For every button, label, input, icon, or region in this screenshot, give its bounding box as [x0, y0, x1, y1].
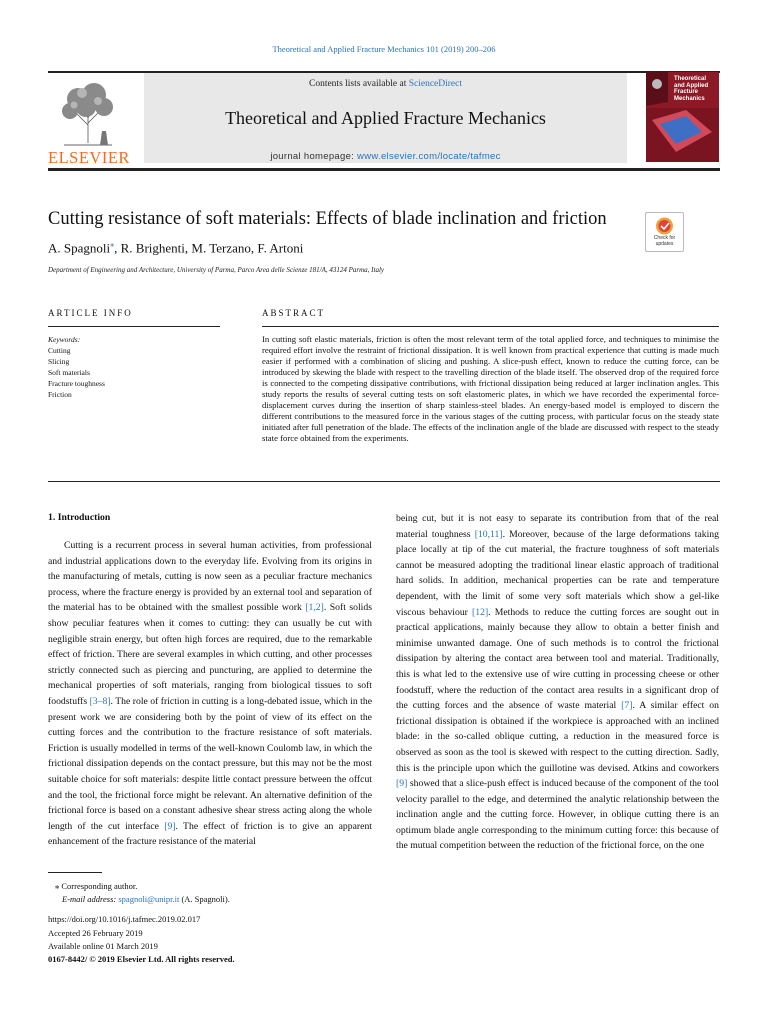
email-link[interactable]: spagnoli@unipr.it: [118, 894, 180, 904]
homepage-link[interactable]: www.elsevier.com/locate/tafmec: [357, 151, 501, 162]
intro-text-segment: Cutting is a recurrent process in several human activities, from professional and industrial applications down to the everyday life. Evolving from its origins in the manufacturing of metals, cutting is now seen as a peculiar fracture mechanics process, where the fracture energy is provided by an external tool and separation of the material has to be obtained with the smallest possible work: [48, 540, 372, 614]
article-info-rule: [48, 326, 220, 327]
intro-text-segment: being cut, but it is not easy to separate its contribution from that of the real material toughness: [396, 513, 719, 540]
citation-link[interactable]: [12]: [472, 606, 489, 618]
email-label: E-mail address:: [62, 894, 119, 904]
abstract-bottom-rule: [48, 481, 720, 482]
keywords-block: [48, 334, 220, 400]
sciencedirect-link[interactable]: ScienceDirect: [408, 79, 462, 89]
journal-reference[interactable]: Theoretical and Applied Fracture Mechanics 101 (2019) 200–206: [272, 44, 496, 54]
cover-title: Theoretical and Applied Fracture Mechanics: [674, 76, 709, 102]
other-authors: , R. Brighenti, M. Terzano, F. Artoni: [114, 240, 304, 256]
citation-link[interactable]: [9]: [164, 820, 176, 832]
check-for-updates-badge[interactable]: [645, 212, 684, 252]
keywords-label: Keywords:: [48, 335, 81, 344]
intro-paragraph-left: [48, 538, 372, 850]
journal-title: Theoretical and Applied Fracture Mechanics: [225, 108, 546, 128]
corresponding-author-note: ⁎ Corresponding author.: [55, 881, 138, 891]
intro-text-segment: . Soft solids show peculiar features when it comes to cutting: they can usually be cut with negligible strain energy, but often high forces are required, due to the remarkable effect of friction. There are several examples in which cutting, and other processes strictly connected such as piercing and puncturing, are applied to determine the mechanical properties of soft materials, ranging from biological tissues to soft foodstuffs: [48, 602, 372, 707]
abstract-rule: [262, 326, 719, 327]
article-title: Cutting resistance of soft materials: Effects of blade inclination and friction: [48, 209, 607, 229]
section-heading-introduction: 1. Introduction: [48, 512, 111, 523]
intro-paragraph-right: [396, 511, 719, 854]
intro-text-segment: . Methods to reduce the cutting forces are sought out in practical applications, mainly because they allow to obtain a better finish and minimise unwanted damage. One of such methods is to control the frictional dissipation by altering the contact area between tool and material. Traditionally, this is what led to the extensive use of wire cutting in processing cheese or other foodstuff, where the reduction of the contact area results in a significant drop of the cutting forces and the absence of waste material: [396, 606, 719, 712]
affiliation: Department of Engineering and Architecture, University of Parma, Parco Area delle Scienze 181/A, 43124 Parma, Italy: [48, 266, 384, 274]
author-list: [48, 240, 303, 256]
doi-link[interactable]: https://doi.org/10.1016/j.tafmec.2019.02.017: [48, 914, 201, 924]
citation-link[interactable]: [9]: [396, 778, 408, 790]
journal-cover-thumbnail[interactable]: [646, 72, 719, 162]
intro-text-segment: . Moreover, because of the large deformations taking place locally at tip of the cut material, the fracture toughness of soft materials cannot be measured adopting the traditional linear elastic approach of traditional hard solids. In addition, mechanical properties can be rate and temperature dependent, with the limit of some very soft materials which show a gel-like viscous behaviour: [396, 528, 719, 618]
publisher-wordmark: ELSEVIER: [48, 148, 130, 167]
abstract-text: In cutting soft elastic materials, friction is often the most relevant term of the total applied force, and techniques to minimise the required effort involve the restraint of frictional dissipation. It is well known from practical experience that cutting is made much easier if performed with a combination of slicing and pushing. A slice-push effect, known to reduce the cutting force, can be introduced by skewing the blade with respect to the travelling direction of the blade itself. The observed drop of the required force is connected to the competing dissipative contributions, with frictional dissipation being reduced at larger inclination angles. This study reports the results of several cutting tests on soft elastomeric plates, in which we have recorded the experimental force-displacement curves during the insertion of sharp stainless-steel blades. An energy-based model is employed to discern the different contributions to the measured force in the various stages of the cutting process, with particular focus on the steady state initiated after full penetration of the blade. The effects of the inclination angle of the blade are discussed with respect to the steady state force obtained from the experiments.: [262, 334, 719, 443]
citation-link[interactable]: [10,11]: [474, 528, 503, 540]
body-column-left: [48, 538, 372, 850]
email-line: [62, 894, 230, 904]
intro-text-segment: . The role of friction in cutting is a long-debated issue, which in the present work we are considering both by the point of view of its effect on the cutting forces and the contribution to the fracture resistance of soft materials. Friction is usually modelled in terms of the well-known Coulomb law, in which the frictional dissipation depends on the contact pressure, but this may not be the most suitable choice for soft materials: despite little contact pressure between the offcut and the tool, the frictional force might be relevant. An alternative definition of the frictional force is based on a constant adhesive shear stress acting along the whole length of the cut interface: [48, 695, 372, 832]
keyword-item: Slicing: [48, 357, 70, 366]
citation-link[interactable]: [7]: [621, 700, 633, 712]
intro-text-segment: . A similar effect on frictional dissipation is obtained if the workpiece is approached with an inclined blade: in the so-called oblique cutting, a reduction in the measured force is observed as soon as the tool is skewed with respect to the cutting direction. Sadly, this is the principle upon which the guillotine was devised. Atkins and coworkers: [396, 700, 719, 774]
citation-link[interactable]: [3–8]: [89, 695, 111, 707]
contents-line: [144, 79, 627, 89]
keyword-item: Cutting: [48, 346, 71, 355]
header-bottom-rule: [48, 168, 720, 171]
homepage-prefix: journal homepage:: [270, 151, 358, 162]
footnote-rule: [48, 872, 102, 873]
homepage-line: [144, 151, 627, 162]
email-suffix: (A. Spagnoli).: [179, 894, 230, 904]
accepted-date: Accepted 26 February 2019: [48, 928, 143, 938]
intro-text-segment: showed that a slice-push effect is induced because of the component of the tool velocity parallel to the edge, and determined the analytic relationship between the inclination angle and the cutting force. However, in oblique cutting there is an optimum blade angle corresponding to the minimum cutting force: this because of the mutual competition between the reduction of the frictional force, on the one: [396, 778, 719, 852]
first-author[interactable]: A. Spagnoli: [48, 240, 111, 256]
keyword-item: Fracture toughness: [48, 379, 105, 388]
article-info-heading: ARTICLE INFO: [48, 308, 133, 318]
abstract-heading: ABSTRACT: [262, 308, 326, 318]
citation-link[interactable]: [1,2]: [305, 602, 324, 614]
corresponding-author-mark[interactable]: ⁎: [110, 240, 115, 249]
keyword-item: Friction: [48, 390, 72, 399]
body-column-right: [396, 511, 719, 854]
intro-text-segment: . The effect of friction is to give an apparent enhancement of the fracture resistance of the material: [48, 820, 372, 848]
check-for-updates-label: Check for updates: [653, 235, 676, 247]
available-online-date: Available online 01 March 2019: [48, 941, 158, 951]
keyword-item: Soft materials: [48, 368, 90, 377]
contents-prefix: Contents lists available at: [308, 79, 409, 89]
copyright-line: 0167-8442/ © 2019 Elsevier Ltd. All rights reserved.: [48, 954, 235, 964]
